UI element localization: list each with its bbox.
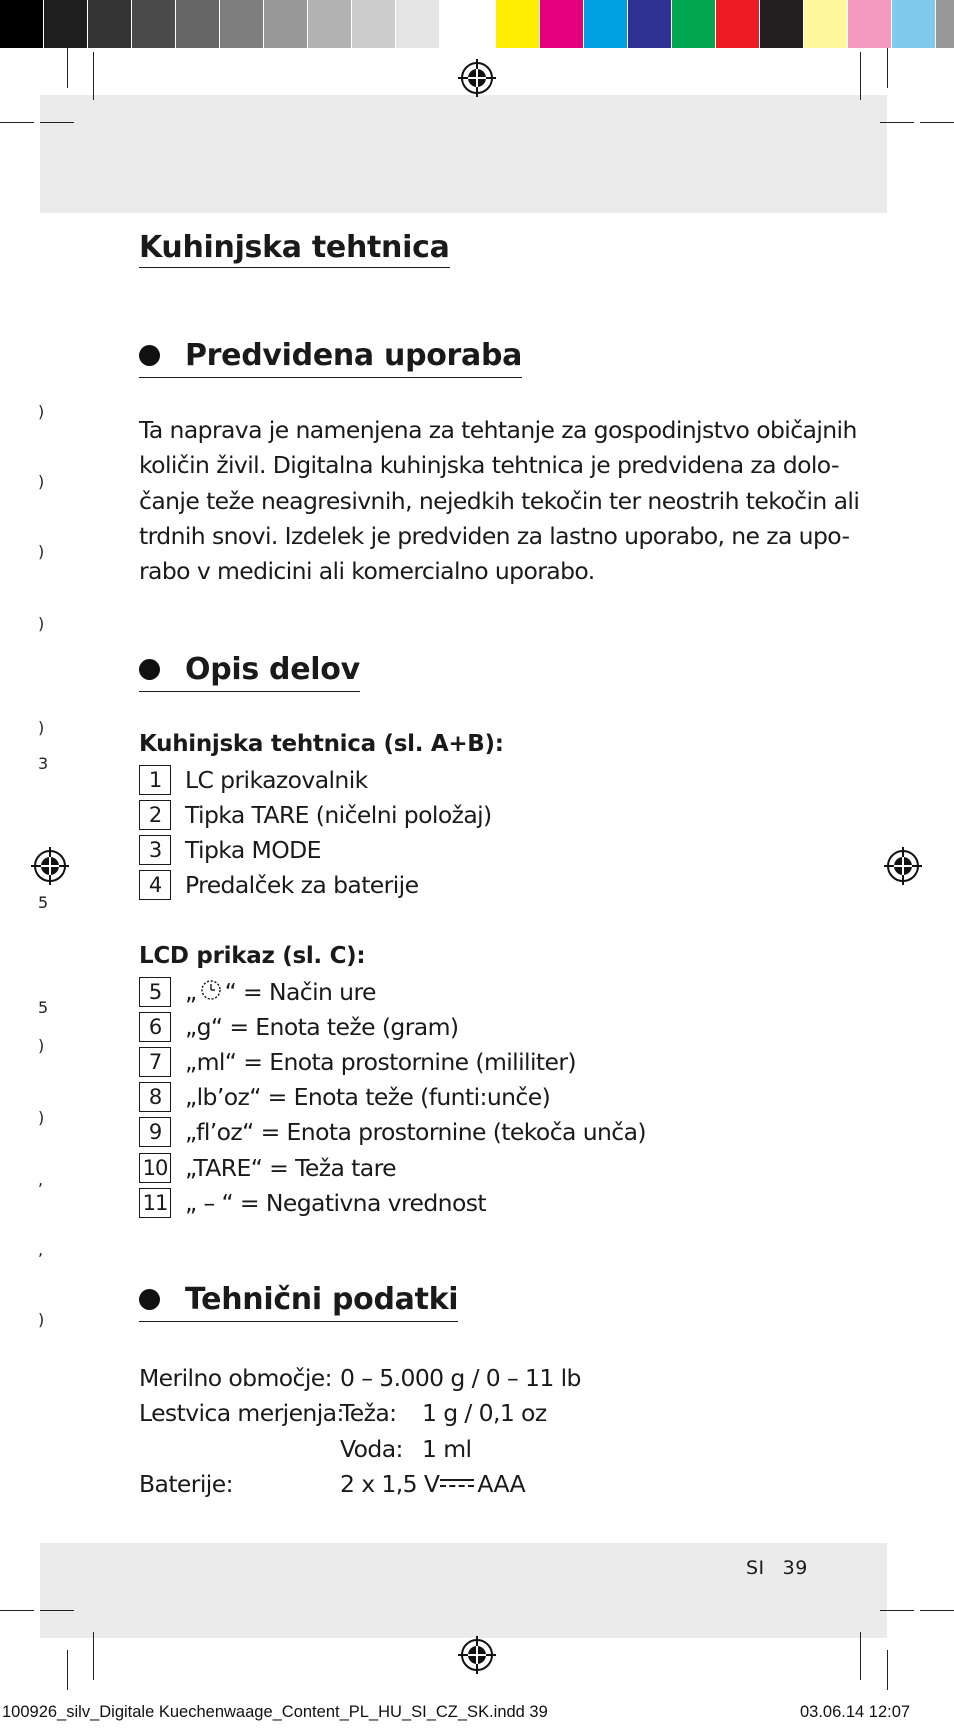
spec-row-battery xyxy=(139,1467,526,1503)
clock-icon xyxy=(198,977,224,1001)
crop-mark xyxy=(67,1650,68,1690)
item-text: “ = Način ure xyxy=(224,977,376,1006)
gray-swatch xyxy=(44,0,88,48)
item-text-prefix: „ xyxy=(185,977,197,1006)
section-heading-intended-use xyxy=(139,338,522,378)
item-text: „TARE“ = Teža tare xyxy=(185,1153,396,1182)
paragraph-line: rabo v medicini ali komercialno uporabo. xyxy=(139,557,595,586)
spec-value: 1 ml xyxy=(422,1434,472,1463)
margin-mark: ) xyxy=(38,1108,45,1127)
margin-mark: ) xyxy=(38,542,45,561)
battery-voltage: 2 x 1,5 V xyxy=(340,1470,440,1499)
crop-mark xyxy=(920,1610,954,1611)
spec-label: Lestvica merjenja: xyxy=(139,1399,344,1428)
spec-label: Merilno območje: xyxy=(139,1363,332,1392)
color-swatch xyxy=(496,0,540,48)
spec-value: 0 – 5.000 g / 0 – 11 lb xyxy=(340,1363,581,1392)
list-item xyxy=(139,762,492,797)
color-calibration-bar xyxy=(0,0,954,48)
item-text: „fl’oz“ = Enota prostornine (tekoča unča) xyxy=(185,1118,646,1147)
color-swatch xyxy=(540,0,584,48)
gray-swatch xyxy=(0,0,44,48)
lcd-display-list xyxy=(139,974,646,1220)
spec-value: 1 g / 0,1 oz xyxy=(422,1399,547,1428)
margin-mark: ) xyxy=(38,472,45,491)
bullet-icon xyxy=(139,345,160,366)
paragraph-line: količin živil. Digitalna kuhinjska tehtnica je predvidena za dolo- xyxy=(139,451,839,480)
gray-swatch xyxy=(264,0,308,48)
color-swatch xyxy=(584,0,628,48)
item-number: 11 xyxy=(139,1188,171,1218)
margin-mark: , xyxy=(38,1240,44,1259)
crop-mark xyxy=(860,1632,861,1680)
crop-mark xyxy=(93,1632,94,1680)
gray-swatch xyxy=(308,0,352,48)
page-number-value: 39 xyxy=(782,1557,808,1579)
scale-parts-list xyxy=(139,762,492,903)
margin-mark: 5 xyxy=(38,998,49,1017)
margin-mark: ) xyxy=(38,614,45,633)
registration-mark-icon xyxy=(31,847,69,885)
item-number: 1 xyxy=(139,765,171,795)
item-number: 10 xyxy=(139,1153,171,1183)
scale-parts-subhead: Kuhinjska tehtnica (sl. A+B): xyxy=(139,731,504,757)
item-number: 6 xyxy=(139,1012,171,1042)
gray-swatch xyxy=(176,0,220,48)
margin-mark: ) xyxy=(38,718,45,737)
page-number xyxy=(746,1557,808,1579)
item-text: Predalček za baterije xyxy=(185,871,419,900)
gray-swatch xyxy=(352,0,396,48)
registration-mark-icon xyxy=(884,847,922,885)
spec-value xyxy=(340,1470,525,1498)
list-item xyxy=(139,1185,646,1220)
color-swatch xyxy=(672,0,716,48)
margin-mark: ) xyxy=(38,1036,45,1055)
section-heading-label: Predvidena uporaba xyxy=(185,338,523,373)
list-item xyxy=(139,832,492,867)
item-text: „lb’oz“ = Enota teže (funti:unče) xyxy=(185,1083,551,1112)
list-item xyxy=(139,1150,646,1185)
section-heading-label: Tehnični podatki xyxy=(185,1282,459,1317)
bullet-icon xyxy=(139,659,160,680)
page-title: Kuhinjska tehtnica xyxy=(139,230,450,268)
item-text: Tipka MODE xyxy=(185,835,321,864)
section-heading-technical xyxy=(139,1282,458,1322)
crop-mark xyxy=(887,1650,888,1690)
crop-mark xyxy=(880,122,914,123)
swatch-gap xyxy=(484,0,496,48)
list-item xyxy=(139,868,492,903)
section-heading-parts xyxy=(139,652,360,692)
color-swatch xyxy=(804,0,848,48)
crop-mark xyxy=(67,48,68,88)
header-band xyxy=(40,95,887,213)
color-swatch xyxy=(760,0,804,48)
item-number: 5 xyxy=(139,977,171,1007)
spec-sublabel: Voda: xyxy=(340,1434,403,1463)
gray-swatch xyxy=(220,0,264,48)
margin-mark: , xyxy=(38,1170,44,1189)
list-item xyxy=(139,974,646,1009)
margin-mark: ) xyxy=(38,402,45,421)
gray-swatch xyxy=(396,0,440,48)
crop-mark xyxy=(93,52,94,100)
registration-mark-icon xyxy=(458,59,496,97)
list-item xyxy=(139,1115,646,1150)
crop-mark xyxy=(0,122,34,123)
section-heading-label: Opis delov xyxy=(185,652,360,687)
slug-filename: 100926_silv_Digitale Kuechenwaage_Content_PL_HU_SI_CZ_SK.indd 39 xyxy=(2,1703,548,1721)
color-swatch xyxy=(892,0,936,48)
crop-mark xyxy=(40,122,74,123)
crop-mark xyxy=(40,1610,74,1611)
crop-mark xyxy=(920,122,954,123)
spec-row-scale-weight xyxy=(139,1396,547,1432)
gray-swatch xyxy=(132,0,176,48)
item-text: LC prikazovalnik xyxy=(185,765,368,794)
item-number: 2 xyxy=(139,800,171,830)
paragraph-line: čanje teže neagresivnih, nejedkih tekočin ter neostrih tekočin ali xyxy=(139,486,860,515)
color-swatch xyxy=(628,0,672,48)
margin-mark: ) xyxy=(38,1310,45,1329)
registration-mark-icon xyxy=(458,1636,496,1674)
margin-mark: 3 xyxy=(38,754,49,773)
battery-type: AAA xyxy=(477,1470,526,1499)
list-item xyxy=(139,1044,646,1079)
paragraph-line: Ta naprava je namenjena za tehtanje za gospodinjstvo običajnih xyxy=(139,416,857,444)
spec-row-range xyxy=(139,1360,581,1396)
crop-mark xyxy=(880,1610,914,1611)
gray-swatch xyxy=(88,0,132,48)
lcd-display-subhead: LCD prikaz (sl. C): xyxy=(139,943,366,969)
slug-date: 03.06.14 12:07 xyxy=(800,1703,911,1721)
paragraph-line: trdnih snovi. Izdelek je predviden za lastno uporabo, ne za upo- xyxy=(139,521,850,550)
color-swatch xyxy=(936,0,954,48)
crop-mark xyxy=(887,48,888,88)
list-item xyxy=(139,1080,646,1115)
spec-sublabel: Teža: xyxy=(340,1399,397,1428)
item-number: 7 xyxy=(139,1047,171,1077)
technical-specs xyxy=(139,1360,581,1502)
dc-current-symbol-icon xyxy=(440,1479,474,1489)
spec-label: Baterije: xyxy=(139,1470,233,1499)
language-code: SI xyxy=(746,1557,765,1579)
margin-mark: 5 xyxy=(38,893,49,912)
color-swatch xyxy=(848,0,892,48)
item-text: „ – “ = Negativna vrednost xyxy=(185,1188,486,1217)
item-number: 8 xyxy=(139,1082,171,1112)
item-text: „ml“ = Enota prostornine (mililiter) xyxy=(185,1047,576,1076)
item-number: 3 xyxy=(139,835,171,865)
item-text: Tipka TARE (ničelni položaj) xyxy=(185,800,492,829)
crop-mark xyxy=(860,52,861,100)
list-item xyxy=(139,1009,646,1044)
gray-swatch xyxy=(440,0,484,48)
color-swatch xyxy=(716,0,760,48)
item-text: „g“ = Enota teže (gram) xyxy=(185,1012,459,1041)
item-number: 4 xyxy=(139,870,171,900)
bullet-icon xyxy=(139,1289,160,1310)
crop-mark xyxy=(0,1610,34,1611)
spec-row-scale-water xyxy=(139,1431,472,1467)
item-number: 9 xyxy=(139,1117,171,1147)
list-item xyxy=(139,797,492,832)
intended-use-paragraph xyxy=(139,413,860,589)
